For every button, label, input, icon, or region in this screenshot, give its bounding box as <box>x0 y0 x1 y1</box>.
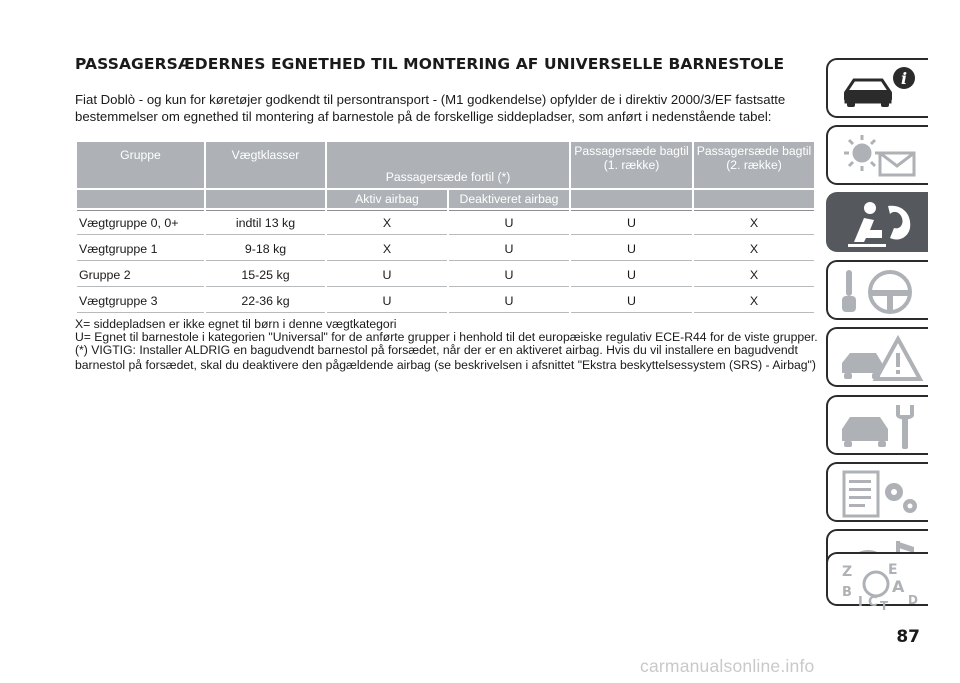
cell-front-airbag-off: U <box>449 237 569 261</box>
header-weight: Vægtklasser <box>206 142 325 188</box>
cell-front-airbag-off: U <box>449 263 569 287</box>
subheader-empty <box>77 190 204 208</box>
chapter-tab-emergency[interactable] <box>826 327 928 387</box>
svg-text:C: C <box>868 595 878 610</box>
cell-rear-row1: U <box>571 289 692 313</box>
svg-text:Z: Z <box>842 564 853 580</box>
header-rear-row1: Passagersæde bagtil (1. række) <box>571 142 692 188</box>
cell-front-airbag-on: U <box>327 289 447 313</box>
watermark: carmanualsonline.info <box>640 656 815 676</box>
chapter-tab-starting-driving[interactable] <box>826 260 928 320</box>
svg-text:T: T <box>880 599 889 610</box>
cell-rear-row2: X <box>694 289 814 313</box>
table-row <box>77 263 814 287</box>
cell-front-airbag-on: X <box>327 210 447 235</box>
chapter-tab-index[interactable] <box>826 552 928 610</box>
chapter-tab-technical-data[interactable] <box>826 462 928 522</box>
cell-rear-row2: X <box>694 237 814 261</box>
cell-group: Gruppe 2 <box>77 263 204 287</box>
cell-rear-row1: U <box>571 263 692 287</box>
note-warning-line1: (*) VIGTIG: Installer ALDRIG en bagudvendt barnestol på forsædet, når der er en aktiveret airbag. Hvis du vil installere en bagudvendt <box>75 343 798 357</box>
intro-paragraph: Fiat Doblò - og kun for køretøjer godkendt til persontransport - (M1 godkendelse) opfylder de i direktiv 2000/3/EF fastsatte bestemmelser om egnethed til montering af barnestole på de forskellige siddepladser, som anført i nedenstående tabel: <box>75 92 786 124</box>
table-row <box>77 289 814 313</box>
subheader-airbag-on: Aktiv airbag <box>327 190 447 208</box>
header-front-seat: Passagersæde fortil (*) <box>327 142 569 188</box>
car-warning-triangle-icon <box>836 333 924 385</box>
svg-text:I: I <box>858 595 863 610</box>
cell-front-airbag-on: X <box>327 237 447 261</box>
cell-rear-row2: X <box>694 210 814 235</box>
table-row <box>77 237 814 261</box>
cell-group: Vægtgruppe 1 <box>77 237 204 261</box>
svg-text:i: i <box>900 69 908 88</box>
chapter-tab-warning-lights[interactable] <box>826 125 928 185</box>
cell-rear-row2: X <box>694 263 814 287</box>
svg-text:A: A <box>892 577 905 596</box>
table-subheader-row <box>77 190 814 208</box>
cell-weight: 15-25 kg <box>206 263 325 287</box>
svg-text:E: E <box>888 562 898 578</box>
page-title: PASSAGERSÆDERNES EGNETHED TIL MONTERING AF UNIVERSELLE BARNESTOLE <box>75 55 785 73</box>
cell-weight: 22-36 kg <box>206 289 325 313</box>
cell-front-airbag-off: U <box>449 210 569 235</box>
cell-group: Vægtgruppe 0, 0+ <box>77 210 204 235</box>
chapter-tab-safety[interactable] <box>826 192 928 252</box>
key-steering-wheel-icon <box>836 266 924 318</box>
seat-suitability-table <box>75 140 816 315</box>
cell-weight: 9-18 kg <box>206 237 325 261</box>
warning-lights-message-icon <box>836 131 924 183</box>
svg-text:D: D <box>908 593 918 607</box>
note-x: X= siddepladsen er ikke egnet til børn i denne vægtkategori <box>75 317 397 331</box>
subheader-empty <box>571 190 692 208</box>
cell-front-airbag-on: U <box>327 263 447 287</box>
car-info-icon <box>836 64 924 116</box>
page-number: 87 <box>896 627 920 647</box>
note-warning-line2: barnestol på forsædet, skal du deaktivere den pågældende airbag (se beskrivelsen i afsnittet "Ekstra beskyttelsessystem (SRS) - Airbag") <box>75 358 816 372</box>
cell-weight: indtil 13 kg <box>206 210 325 235</box>
subheader-airbag-off: Deaktiveret airbag <box>449 190 569 208</box>
chapter-tab-car-info[interactable] <box>826 58 928 118</box>
cell-rear-row1: U <box>571 210 692 235</box>
header-group: Gruppe <box>77 142 204 188</box>
table-notes <box>75 318 820 374</box>
cell-group: Vægtgruppe 3 <box>77 289 204 313</box>
header-rear-row2: Passagersæde bagtil (2. række) <box>694 142 814 188</box>
table-row <box>77 210 814 235</box>
alphabetical-index-icon <box>836 558 924 610</box>
subheader-empty <box>206 190 325 208</box>
cell-rear-row1: U <box>571 237 692 261</box>
chapter-tab-maintenance[interactable] <box>826 395 928 455</box>
car-wrench-icon <box>836 401 924 453</box>
seat-airbag-icon <box>836 198 924 250</box>
cell-front-airbag-off: U <box>449 289 569 313</box>
specifications-gears-icon <box>836 468 924 520</box>
table-header-row <box>77 142 814 188</box>
svg-text:B: B <box>842 585 852 600</box>
note-u: U= Egnet til barnestole i kategorien "Universal" for de anførte grupper i henhold til det europæiske regulativ ECE-R44 for de viste grupper. <box>75 330 818 344</box>
subheader-empty <box>694 190 814 208</box>
